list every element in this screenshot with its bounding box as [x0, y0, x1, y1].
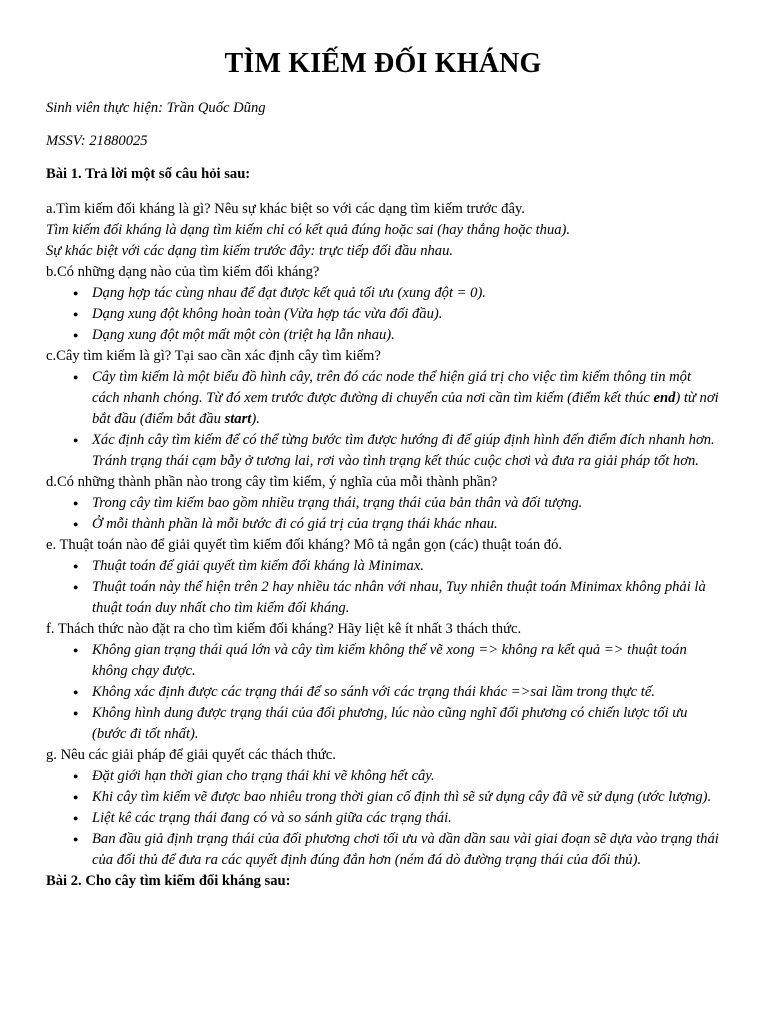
student-id: MSSV: 21880025: [46, 133, 148, 149]
question-c: c.Cây tìm kiếm là gì? Tại sao cần xác định cây tìm kiếm?: [46, 348, 381, 364]
list-item: ● Trong cây tìm kiếm bao gồm nhiều trạng thái, trạng thái của bản thân và đối tượng.: [92, 493, 720, 514]
list-item: ● Dạng xung đột không hoàn toàn (Vừa hợp tác vừa đối đầu).: [92, 304, 720, 325]
list-item: ● Khi cây tìm kiếm vẽ được bao nhiêu trong thời gian cố định thì sẽ sử dụng cây đã vẽ sử dụng (ước lượng).: [92, 787, 720, 808]
answer-a-2: Sự khác biệt với các dạng tìm kiếm trước đây: trực tiếp đối đầu nhau.: [46, 243, 454, 259]
question-d: d.Có những thành phần nào trong cây tìm kiếm, ý nghĩa của mỗi thành phần?: [46, 474, 498, 490]
list-item: ● Ban đầu giả định trạng thái của đối phương chơi tối ưu và dần dần sau vài giai đoạn sẽ dựa vào trạng thái của đối thủ để đưa ra các quyết định đúng đắn hơn (ném đá dò đường trạng thái của đối thủ).: [92, 829, 720, 871]
question-a: a.Tìm kiếm đối kháng là gì? Nêu sự khác biệt so với các dạng tìm kiếm trước đây.: [46, 201, 525, 217]
list-item: ● Không gian trạng thái quá lớn và cây tìm kiếm không thể vẽ xong => không ra kết quả => thuật toán không chạy được.: [92, 640, 720, 682]
question-e: e. Thuật toán nào để giải quyết tìm kiếm đối kháng? Mô tả ngắn gọn (các) thuật toán đó.: [46, 537, 563, 553]
answer-c-text: ) từ nơi bắt đầu (điểm bắt đầu: [92, 390, 719, 427]
list-item: ● Không xác định được các trạng thái để so sánh với các trạng thái khác =>sai lầm trong thực tế.: [92, 682, 720, 703]
answer-f-list: [46, 640, 720, 745]
question-f: f. Thách thức nào đặt ra cho tìm kiếm đối kháng? Hãy liệt kê ít nhất 3 thách thức.: [46, 621, 522, 637]
answer-c-text: ).: [251, 411, 260, 427]
list-item: ● Không hình dung được trạng thái của đối phương, lúc nào cũng nghĩ đối phương có chiến lược tối ưu (bước đi tốt nhất).: [92, 703, 720, 745]
student-name: Sinh viên thực hiện: Trần Quốc Dũng: [46, 100, 266, 116]
question-b: b.Có những dạng nào của tìm kiếm đối kháng?: [46, 264, 320, 280]
list-item: ● Dạng hợp tác cùng nhau để đạt được kết quả tối ưu (xung đột = 0).: [92, 283, 720, 304]
list-item: ● Ở mỗi thành phần là mỗi bước đi có giá trị của trạng thái khác nhau.: [92, 514, 720, 535]
list-item: ● Đặt giới hạn thời gian cho trạng thái khi vẽ không hết cây.: [92, 766, 720, 787]
answer-a-1: Tìm kiếm đối kháng là dạng tìm kiếm chỉ có kết quả đúng hoặc sai (hay thắng hoặc thua).: [46, 222, 571, 238]
list-item: [92, 367, 720, 430]
start-keyword: start: [224, 411, 252, 427]
answer-c-list: [46, 367, 720, 472]
document-title: TÌM KIẾM ĐỐI KHÁNG: [224, 48, 542, 79]
answer-g-list: [46, 766, 720, 871]
list-item: ● Thuật toán này thể hiện trên 2 hay nhiều tác nhân với nhau, Tuy nhiên thuật toán Minimax không phải là thuật toán duy nhất cho tìm kiếm đối kháng.: [92, 577, 720, 619]
answer-d-list: [46, 493, 720, 535]
list-item: ● Liệt kê các trạng thái đang có và so sánh giữa các trạng thái.: [92, 808, 720, 829]
answer-e-list: [46, 556, 720, 619]
answer-b-list: [46, 283, 720, 346]
list-item: ● Thuật toán để giải quyết tìm kiếm đối kháng là Minimax.: [92, 556, 720, 577]
exercise-2-heading: Bài 2. Cho cây tìm kiếm đối kháng sau:: [46, 873, 291, 889]
exercise-1-heading: Bài 1. Trả lời một số câu hỏi sau:: [46, 166, 251, 182]
question-g: g. Nêu các giải pháp để giải quyết các thách thức.: [46, 747, 336, 763]
end-keyword: end: [653, 390, 676, 406]
list-item: ● Xác định cây tìm kiếm để có thể từng bước tìm được hướng đi để giúp định hình đến điểm đích nhanh hơn. Tránh trạng thái cạm bẫy ở tương lai, rơi vào tình trạng kết thúc cuộc chơi và đưa ra giải pháp tốt hơn.: [92, 430, 720, 472]
answer-c-text: Cây tìm kiếm là một biểu đồ hình cây, trên đó các node thể hiện giá trị cho việc tìm kiếm thông tin một cách nhanh chóng. Từ đó xem trước được đường di chuyển của nơi cần tìm kiếm (điểm kết thúc: [92, 369, 692, 406]
list-item: ● Dạng xung đột một mất một còn (triệt hạ lẫn nhau).: [92, 325, 720, 346]
